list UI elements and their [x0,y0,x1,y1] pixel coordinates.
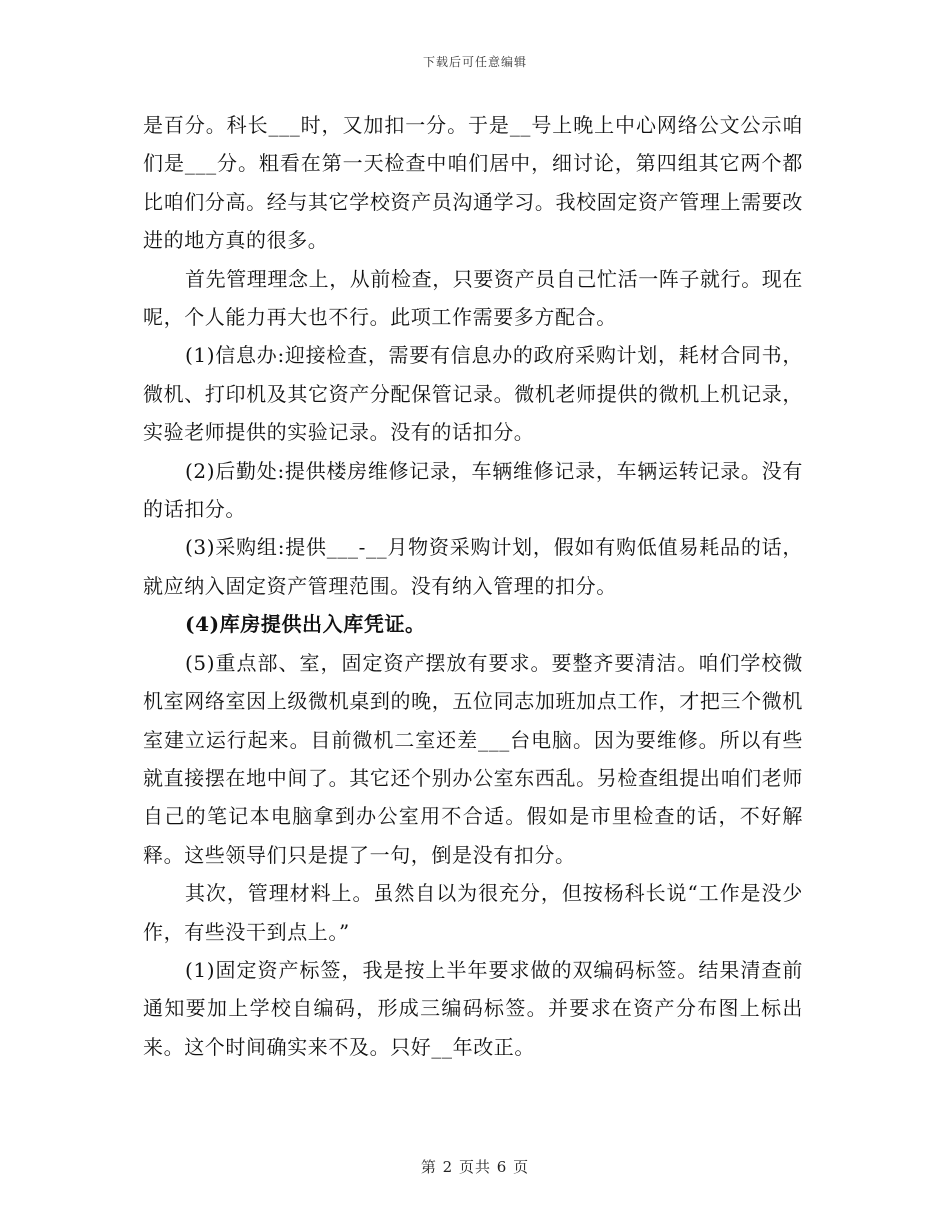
page-header: 下载后可任意编辑 [422,55,527,69]
page-number: 第 2 页共 6 页 [420,1158,530,1176]
document-body [143,106,803,1066]
paragraph-continuation: 是百分。科长___时，又加扣一分。于是__号上晚上中心网络公文公示咱们是___分。粗看在第一天检查中咱们居中，细讨论，第四组其它两个都比咱们分高。经与其它学校资产员沟通学习。我校固定资产管理上需要改进的地方真的很多。 [143,113,803,253]
paragraph-item-asset-labels: (1)固定资产标签，我是按上半年要求做的双编码标签。结果清查前通知要加上学校自编码，形成三编码标签。并要求在资产分布图上标出来。这个时间确实来不及。只好__年改正。 [143,957,803,1059]
paragraph-item-information-office: (1)信息办:迎接检查，需要有信息办的政府采购计划，耗材合同书，微机、打印机及其它资产分配保管记录。微机老师提供的微机上机记录，实验老师提供的实验记录。没有的话扣分。 [143,343,803,445]
paragraph-item-warehouse: (4)库房提供出入库凭证。 [185,612,426,637]
paragraph-item-logistics: (2)后勤处:提供楼房维修记录，车辆维修记录，车辆运转记录。没有的话扣分。 [143,458,803,522]
paragraph-item-key-rooms: (5)重点部、室，固定资产摆放有要求。要整齐要清洁。咱们学校微机室网络室因上级微机桌到的晚，五位同志加班加点工作，才把三个微机室建立运行起来。目前微机二室还差___台电脑。因为要维修。所以有些就直接摆在地中间了。其它还个别办公室东西乱。另检查组提出咱们老师自己的笔记本电脑拿到办公室用不合适。假如是市里检查的话，不好解释。这些领导们只是提了一句，倒是没有扣分。 [143,650,803,867]
paragraph-management-materials: 其次，管理材料上。虽然自以为很充分，但按杨科长说“工作是没少作，有些没干到点上。” [143,881,803,944]
paragraph-management-concept: 首先管理理念上，从前检查，只要资产员自己忙活一阵子就行。现在呢，个人能力再大也不行。此项工作需要多方配合。 [143,266,803,330]
paragraph-item-procurement: (3)采购组:提供___-__月物资采购计划，假如有购低值易耗品的话，就应纳入固定资产管理范围。没有纳入管理的扣分。 [143,535,803,598]
